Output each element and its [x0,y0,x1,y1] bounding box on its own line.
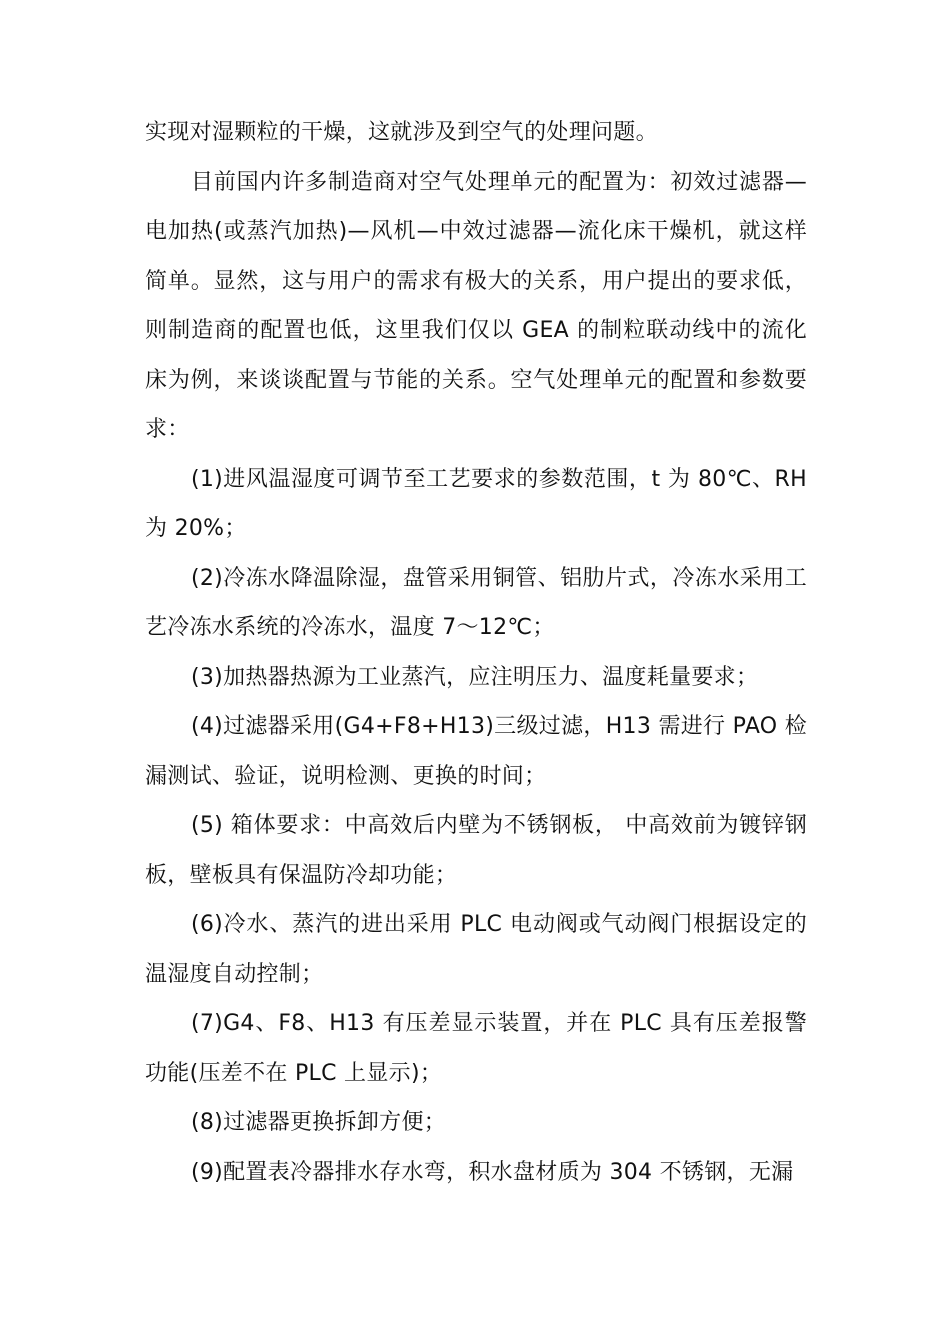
paragraph-continuation: 实现对湿颗粒的干燥，这就涉及到空气的处理问题。 [145,120,658,145]
document-body [145,108,807,1197]
list-item-2: (2)冷冻水降温除湿，盘管采用铜管、铝肋片式，冷冻水采用工艺冷冻水系统的冷冻水，温度 7～12℃； [145,565,807,640]
list-item-1: (1)进风温湿度可调节至工艺要求的参数范围，t 为 80℃、RH 为 20%； [145,466,807,541]
paragraph-air-handling-config: 目前国内许多制造商对空气处理单元的配置为：初效过滤器—电加热(或蒸汽加热)—风机—中效过滤器—流化床干燥机，就这样简单。显然，这与用户的需求有极大的关系，用户提出的要求低，则制造商的配置也低，这里我们仅以 GEA 的制粒联动线中的流化床为例，来谈谈配置与节能的关系。空气处理单元的配置和参数要求： [145,169,807,442]
list-item-4: (4)过滤器采用(G4+F8+H13)三级过滤，H13 需进行 PAO 检漏测试、验证，说明检测、更换的时间； [145,714,807,789]
list-item-8: (8)过滤器更换拆卸方便； [191,1110,447,1135]
list-item-5: (5) 箱体要求：中高效后内壁为不锈钢板， 中高效前为镀锌钢板，壁板具有保温防冷却功能； [145,813,807,888]
list-item-6: (6)冷水、蒸汽的进出采用 PLC 电动阀或气动阀门根据设定的温湿度自动控制； [145,912,807,987]
list-item-7: (7)G4、F8、H13 有压差显示装置，并在 PLC 具有压差报警功能(压差不在 PLC 上显示)； [145,1011,807,1086]
list-item-3: (3)加热器热源为工业蒸汽，应注明压力、温度耗量要求； [191,664,759,690]
list-item-9: (9)配置表冷器排水存水弯，积水盘材质为 304 不锈钢，无漏 [191,1159,794,1185]
